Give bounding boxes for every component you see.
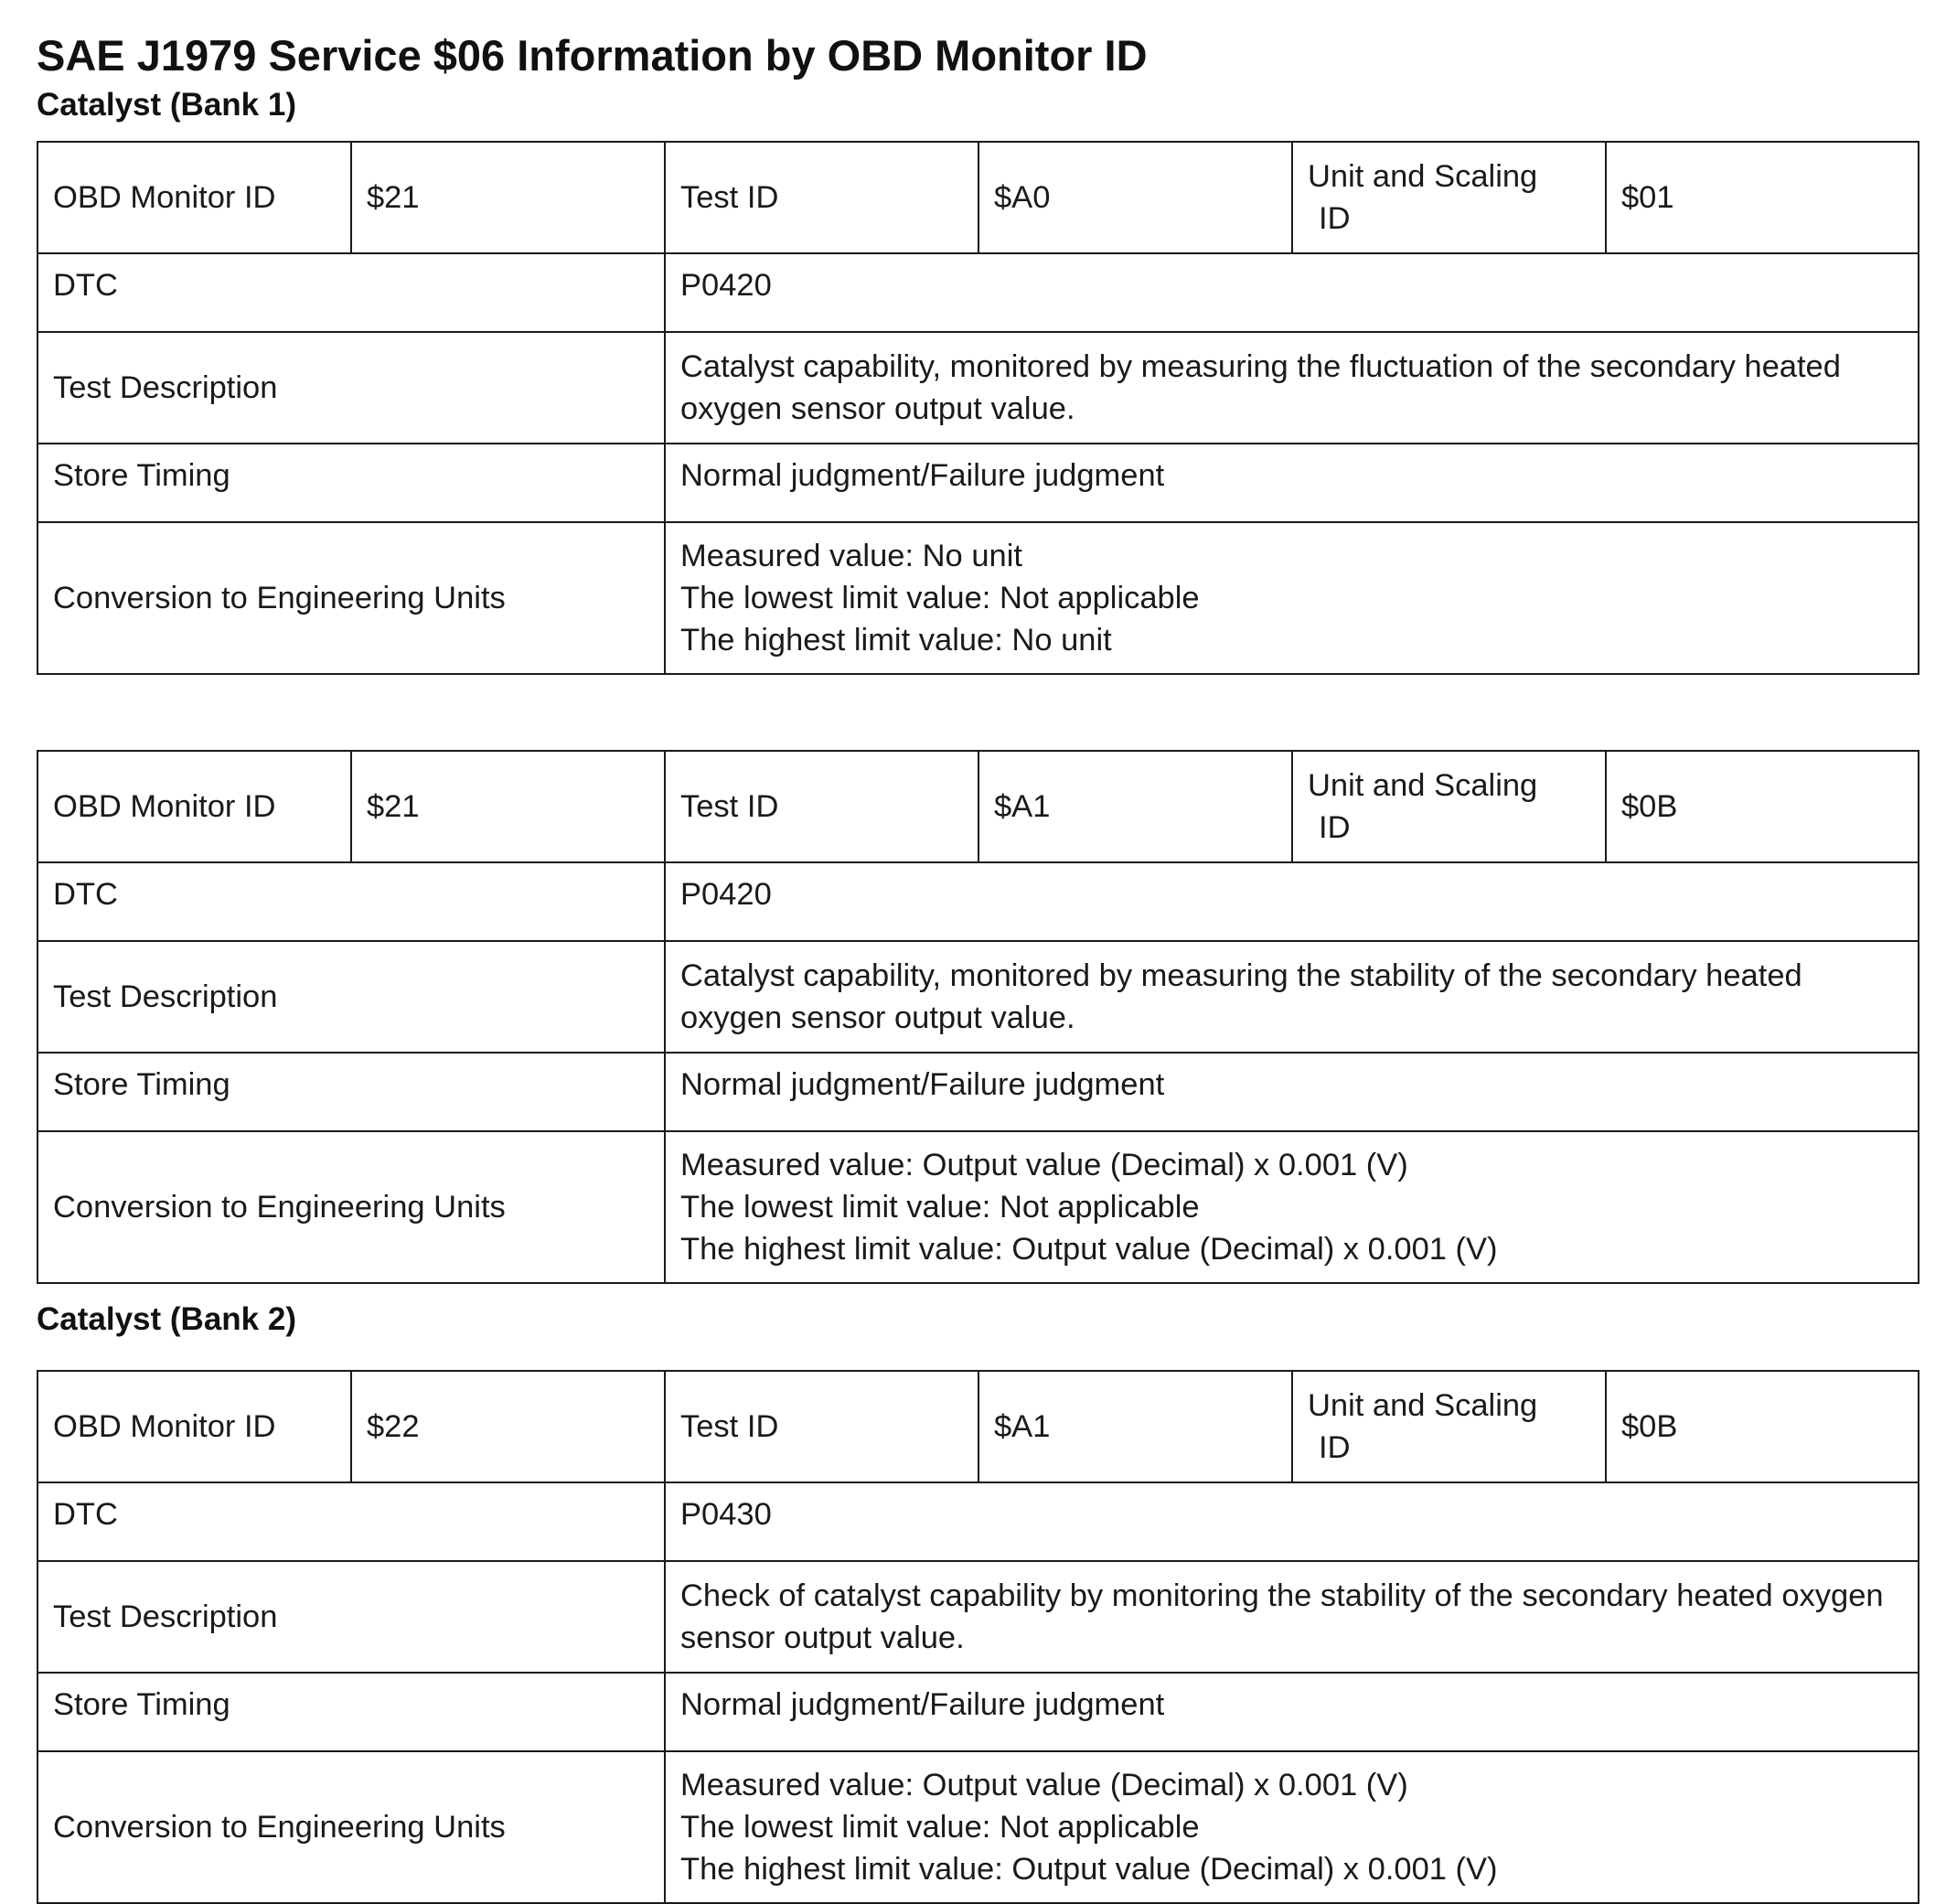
store-timing-label: Store Timing xyxy=(37,1053,665,1131)
table-row xyxy=(37,332,1919,444)
table-row xyxy=(37,941,1919,1053)
obd-monitor-id-value: $22 xyxy=(351,1371,665,1482)
dtc-label: DTC xyxy=(37,1482,665,1561)
unit-scaling-id-label-line: Unit and Scaling xyxy=(1308,768,1538,803)
test-description-label: Test Description xyxy=(37,332,665,444)
test-id-value: $A1 xyxy=(978,751,1292,862)
unit-scaling-id-label-line: ID xyxy=(1319,1430,1351,1465)
conversion-measured-value: Measured value: Output value (Decimal) x 0.001 (V) xyxy=(680,1768,1408,1802)
test-id-value: $A0 xyxy=(978,142,1292,253)
table-row xyxy=(37,444,1919,522)
conversion-value xyxy=(665,1751,1919,1903)
test-id-label: Test ID xyxy=(665,751,978,862)
dtc-label: DTC xyxy=(37,862,665,941)
conversion-label: Conversion to Engineering Units xyxy=(37,1751,665,1903)
section-heading-catalyst-bank-1: Catalyst (Bank 1) xyxy=(37,87,296,123)
table-row xyxy=(37,1371,1919,1482)
conversion-measured-value: Measured value: Output value (Decimal) x 0.001 (V) xyxy=(680,1148,1408,1182)
store-timing-value: Normal judgment/Failure judgment xyxy=(665,1053,1919,1131)
test-description-value: Check of catalyst capability by monitoring the stability of the secondary heated oxygen sensor output value. xyxy=(665,1561,1919,1673)
store-timing-label: Store Timing xyxy=(37,1673,665,1751)
unit-scaling-id-label xyxy=(1292,142,1606,253)
test-description-value: Catalyst capability, monitored by measuring the fluctuation of the secondary heated oxygen sensor output value. xyxy=(665,332,1919,444)
unit-scaling-id-value: $0B xyxy=(1606,1371,1919,1482)
obd-monitor-id-label: OBD Monitor ID xyxy=(37,1371,351,1482)
monitor-table xyxy=(37,1370,1919,1904)
test-id-label: Test ID xyxy=(665,142,978,253)
conversion-value xyxy=(665,1131,1919,1283)
table-row xyxy=(37,1673,1919,1751)
conversion-value xyxy=(665,522,1919,674)
conversion-highest-limit: The highest limit value: No unit xyxy=(680,623,1112,658)
conversion-lowest-limit: The lowest limit value: Not applicable xyxy=(680,1810,1200,1845)
unit-scaling-id-value: $01 xyxy=(1606,142,1919,253)
unit-scaling-id-label-line: ID xyxy=(1319,201,1351,236)
dtc-value: P0420 xyxy=(665,862,1919,941)
obd-monitor-id-value: $21 xyxy=(351,142,665,253)
table-row xyxy=(37,522,1919,674)
test-description-label: Test Description xyxy=(37,941,665,1053)
unit-scaling-id-label-line: Unit and Scaling xyxy=(1308,159,1538,194)
unit-scaling-id-label-line: Unit and Scaling xyxy=(1308,1388,1538,1423)
table-row xyxy=(37,1561,1919,1673)
section-heading-catalyst-bank-2: Catalyst (Bank 2) xyxy=(37,1301,296,1337)
page-title: SAE J1979 Service $06 Information by OBD Monitor ID xyxy=(37,31,1148,80)
test-description-label: Test Description xyxy=(37,1561,665,1673)
conversion-lowest-limit: The lowest limit value: Not applicable xyxy=(680,581,1200,615)
store-timing-value: Normal judgment/Failure judgment xyxy=(665,1673,1919,1751)
obd-monitor-id-label: OBD Monitor ID xyxy=(37,142,351,253)
conversion-lowest-limit: The lowest limit value: Not applicable xyxy=(680,1190,1200,1225)
unit-scaling-id-label xyxy=(1292,751,1606,862)
dtc-value: P0430 xyxy=(665,1482,1919,1561)
unit-scaling-id-value: $0B xyxy=(1606,751,1919,862)
conversion-measured-value: Measured value: No unit xyxy=(680,539,1022,573)
conversion-label: Conversion to Engineering Units xyxy=(37,522,665,674)
monitor-table xyxy=(37,750,1919,1284)
conversion-label: Conversion to Engineering Units xyxy=(37,1131,665,1283)
table-row xyxy=(37,142,1919,253)
table-row xyxy=(37,751,1919,862)
conversion-highest-limit: The highest limit value: Output value (Decimal) x 0.001 (V) xyxy=(680,1232,1498,1267)
document-page xyxy=(37,29,1920,1904)
test-description-value: Catalyst capability, monitored by measuring the stability of the secondary heated oxygen sensor output value. xyxy=(665,941,1919,1053)
monitor-table xyxy=(37,141,1919,675)
table-row xyxy=(37,1751,1919,1903)
table-row xyxy=(37,1482,1919,1561)
test-id-value: $A1 xyxy=(978,1371,1292,1482)
test-id-label: Test ID xyxy=(665,1371,978,1482)
obd-monitor-id-value: $21 xyxy=(351,751,665,862)
table-row xyxy=(37,862,1919,941)
unit-scaling-id-label-line: ID xyxy=(1319,810,1351,845)
table-row xyxy=(37,253,1919,332)
obd-monitor-id-label: OBD Monitor ID xyxy=(37,751,351,862)
dtc-label: DTC xyxy=(37,253,665,332)
unit-scaling-id-label xyxy=(1292,1371,1606,1482)
table-row xyxy=(37,1131,1919,1283)
dtc-value: P0420 xyxy=(665,253,1919,332)
store-timing-value: Normal judgment/Failure judgment xyxy=(665,444,1919,522)
store-timing-label: Store Timing xyxy=(37,444,665,522)
table-row xyxy=(37,1053,1919,1131)
conversion-highest-limit: The highest limit value: Output value (Decimal) x 0.001 (V) xyxy=(680,1852,1498,1887)
